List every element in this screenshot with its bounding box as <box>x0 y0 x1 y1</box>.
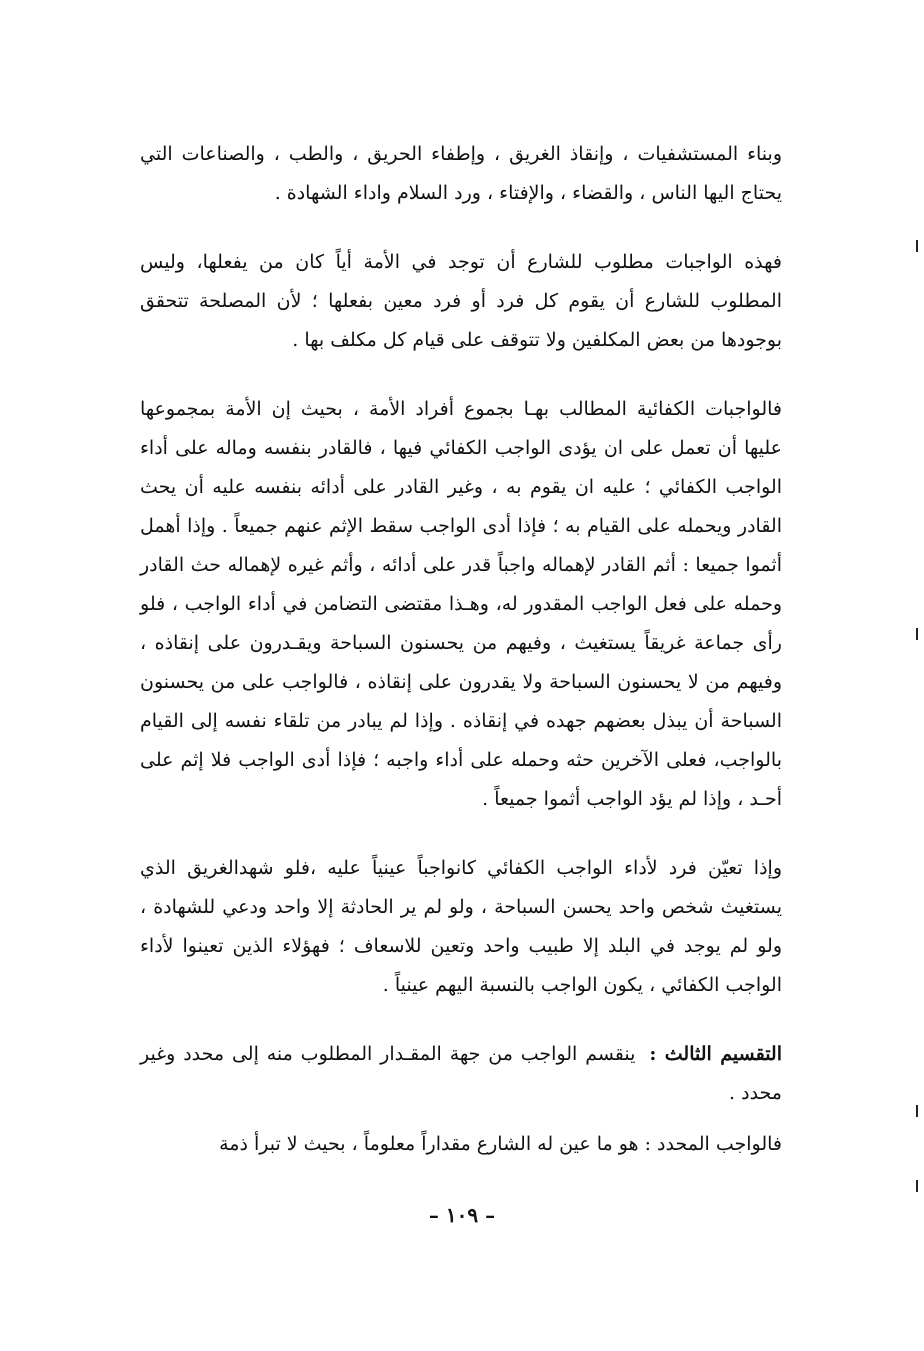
section-text: ينقسم الواجب من جهة المقـدار المطلوب منه إلى محدد وغير محدد . <box>140 1043 782 1104</box>
paragraph-2: فهذه الواجبات مطلوب للشارع أن توجد في الأمة أياً كان من يفعلها، وليس المطلوب للشارع أن يقوم كل فرد أو فرد معين بفعلها ؛ لأن المصلحة تتحقق بوجودها من بعض المكلفين ولا تتوقف على قيام كل مكلف بها . <box>140 251 782 351</box>
margin-mark <box>916 628 918 640</box>
margin-mark <box>916 1105 918 1117</box>
section-heading: التقسيم الثالث : <box>649 1043 782 1065</box>
margin-mark <box>916 240 918 252</box>
page-text <box>140 135 782 1164</box>
paragraph-1: وبناء المستشفيات ، وإنقاذ الغريق ، وإطفاء الحريق ، والطب ، والصناعات التي يحتاج اليها الناس ، والقضاء ، والإفتاء ، ورد السلام واداء الشهادة . <box>140 143 782 204</box>
paragraph-4: وإذا تعيّن فرد لأداء الواجب الكفائي كانواجباً عينياً عليه ،فلو شهدالغريق الذي يستغيث شخص واحد يحسن السباحة ، ولو لم ير الحادثة إلا واحد ودعي للشهادة ، ولو لم يوجد في البلد إلا طبيب واحد وتعين للاسعاف ؛ فهؤلاء الذين تعينوا لأداء الواجب الكفائي ، يكون الواجب بالنسبة اليهم عينياً . <box>140 857 782 996</box>
margin-mark <box>916 1180 918 1192</box>
closing-paragraph: فالواجب المحدد : هو ما عين له الشارع مقداراً معلوماً ، بحيث لا تبرأ ذمة <box>219 1133 782 1155</box>
page-number: – ١٠٩ – <box>428 1203 496 1227</box>
paragraph-3: فالواجبات الكفائية المطالب بهـا بجموع أفراد الأمة ، بحيث إن الأمة بمجموعها عليها أن تعمل على ان يؤدى الواجب الكفائي فيها ، فالقادر بنفسه وماله على أداء الواجب الكفائي ؛ عليه ان يقوم به ، وغير القادر على أدائه بنفسه عليه أن يحث القادر ويحمله على القيام به ؛ فإذا أدى الواجب سقط الإثم عنهم جميعاً . وإذا أهمل أثموا جميعا : أثم القادر لإهماله واجباً قدر على أدائه ، وأثم غيره لإهماله حث القادر وحمله على فعل الواجب المقدور له، وهـذا مقتضى التضامن في أداء الواجب ، فلو رأى جماعة غريقاً يستغيث ، وفيهم من يحسنون السباحة ويقـدرون على إنقاذه ، وفيهم من لا يحسنون السباحة ولا يقدرون على إنقاذه ، فالواجب على من يحسنون السباحة أن يبذل بعضهم جهده في إنقاذه . وإذا لم يبادر من تلقاء نفسه إلى القيام بالواجب، فعلى الآخرين حثه وحمله على أداء واجبه ؛ فإذا أدى الواجب فلا إثم على أحـد ، وإذا لم يؤد الواجب أثموا جميعاً . <box>140 398 782 810</box>
section-paragraph <box>140 1035 782 1113</box>
